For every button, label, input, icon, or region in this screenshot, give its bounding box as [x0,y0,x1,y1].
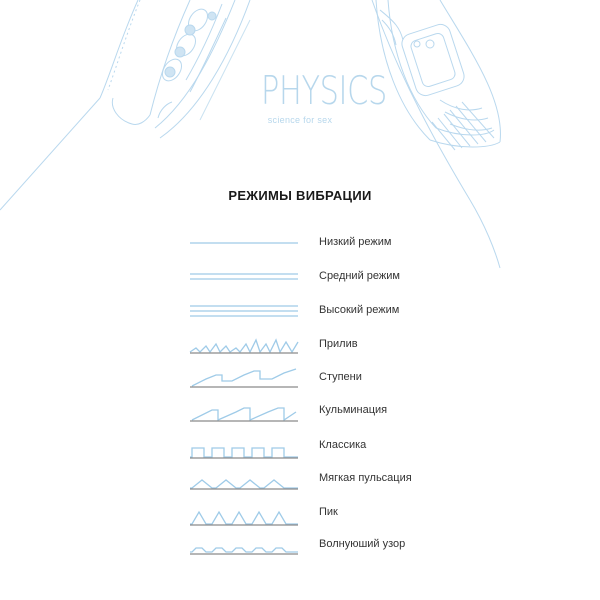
mode-row-peak [0,496,600,530]
mode-label: Пик [319,506,338,518]
line-1-pattern-icon [188,226,300,260]
mode-label: Мягкая пульсация [319,472,412,484]
mode-label: Волнуюший узор [319,538,406,550]
peak-pattern-icon [188,496,300,530]
mode-row-steps [0,361,600,395]
mode-row-tide [0,328,600,362]
wave-pattern-icon [188,528,300,562]
line-2-pattern-icon [188,260,300,294]
mode-label: Кульминация [319,404,388,416]
mode-label: Ступени [319,371,362,383]
steps-pattern-icon [188,361,300,395]
mode-row-climax [0,394,600,428]
classic-pattern-icon [188,429,300,463]
mode-row-soft-pulse [0,462,600,496]
mode-row-line-2 [0,260,600,294]
tide-pattern-icon [188,328,300,362]
brand-title: PHYSICS [261,69,387,114]
mode-label: Высокий режим [319,304,400,316]
mode-row-line-1 [0,226,600,260]
mode-label: Классика [319,439,367,451]
page-heading: РЕЖИМЫ ВИБРАЦИИ [228,188,372,203]
mode-label: Прилив [319,338,358,350]
mode-row-line-3 [0,294,600,328]
mode-label: Низкий режим [319,236,392,248]
brand-logo [250,69,387,125]
brand-tagline: science for sex [267,115,333,125]
mode-label: Средний режим [319,270,400,282]
mode-row-wave [0,528,600,562]
climax-pattern-icon [188,394,300,428]
mode-row-classic [0,429,600,463]
line-3-pattern-icon [188,294,300,328]
left-device-illustration [0,0,250,210]
soft-pulse-pattern-icon [188,462,300,496]
